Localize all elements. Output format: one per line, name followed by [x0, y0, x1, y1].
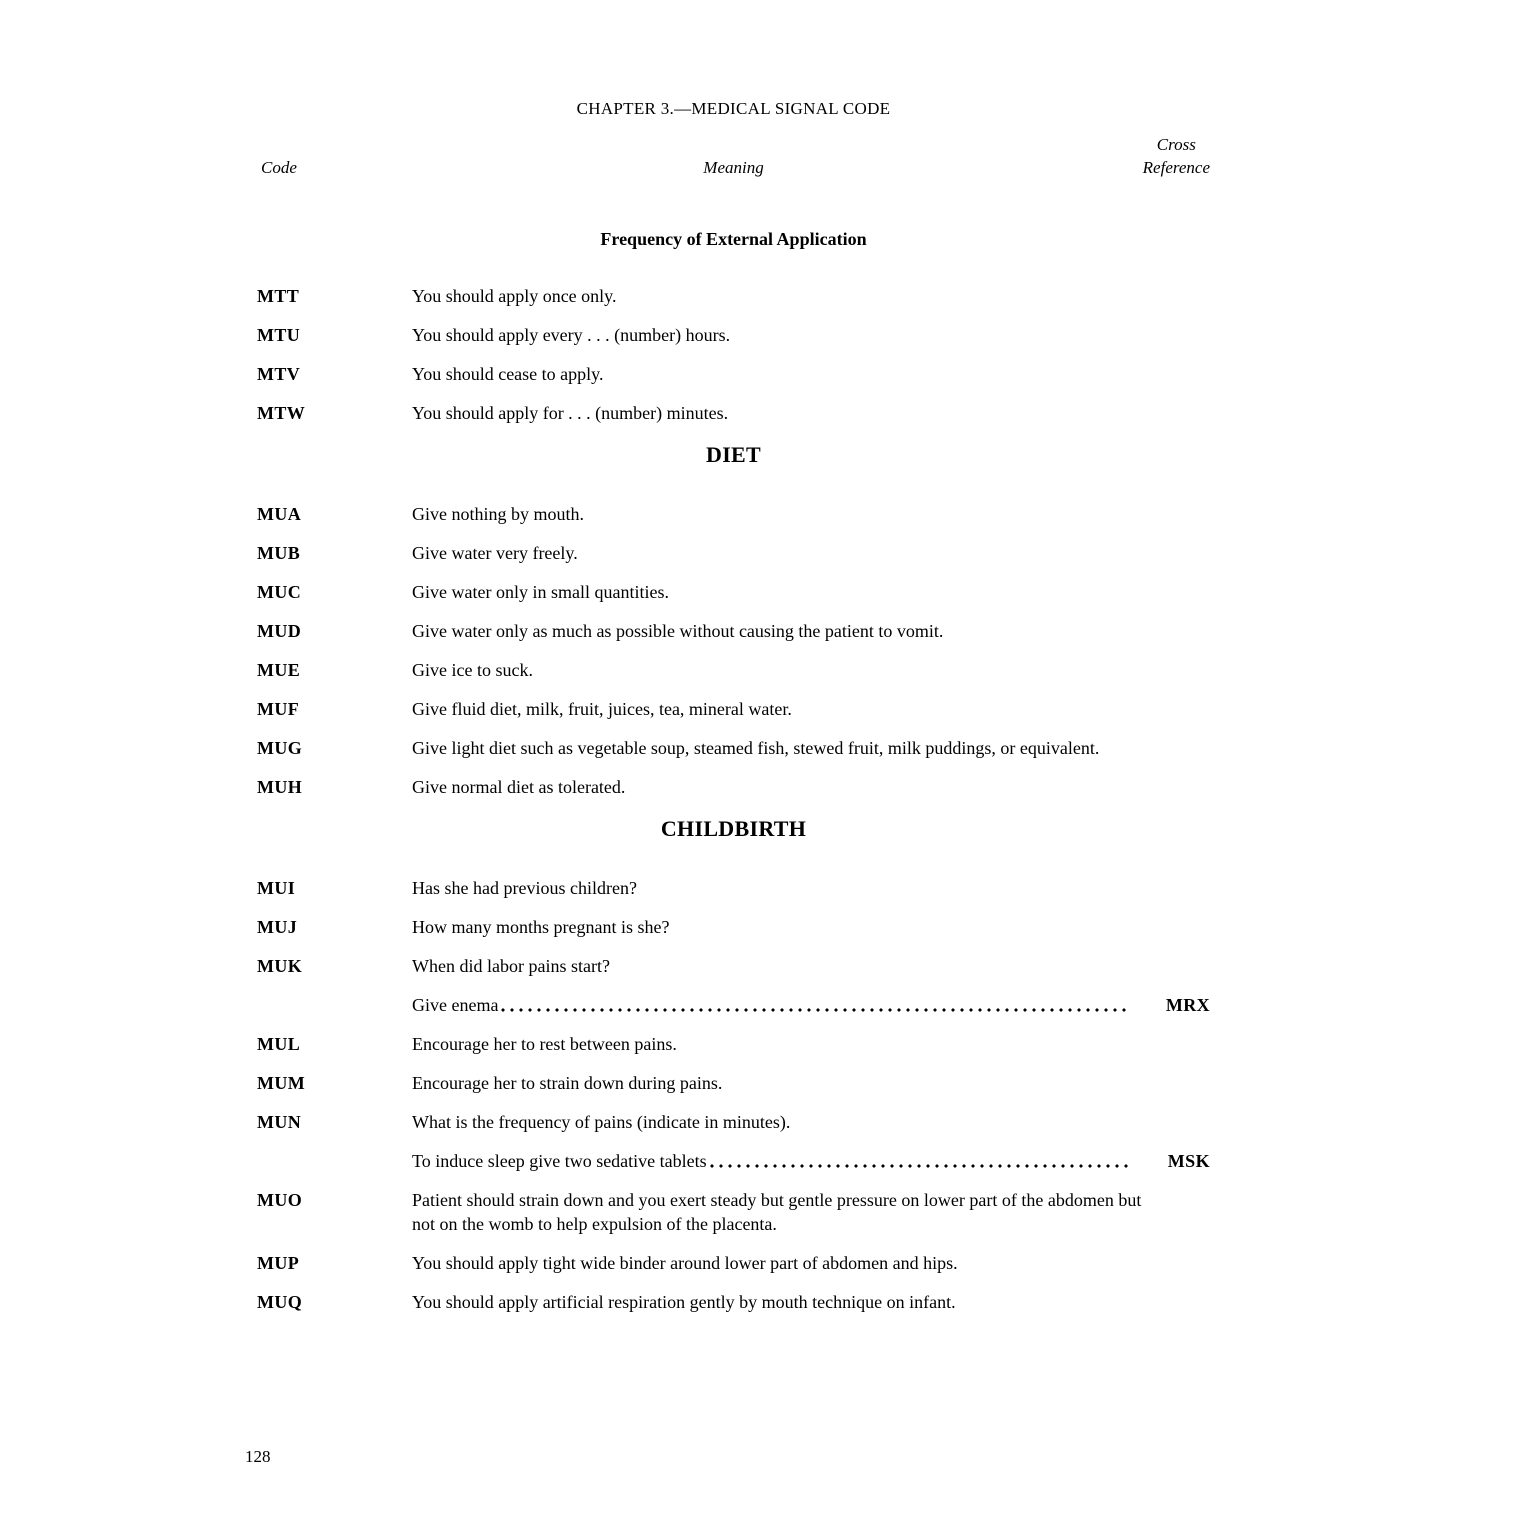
column-header-cross-line1: Cross	[1156, 135, 1196, 154]
code-cell: MUF	[257, 699, 300, 719]
meaning-cell: Give water very freely.	[412, 543, 578, 563]
code-cell: MUI	[257, 878, 296, 898]
code-row	[257, 1251, 1210, 1275]
code-cell: MUB	[257, 543, 301, 563]
code-cell: MTU	[257, 325, 301, 345]
meaning-cell: Give water only in small quantities.	[412, 582, 669, 602]
meaning-wrap	[412, 1290, 1210, 1314]
code-row	[257, 876, 1210, 900]
meaning-cell: Give nothing by mouth.	[412, 504, 584, 524]
meaning-cell: To induce sleep give two sedative tablets	[412, 1151, 707, 1171]
page-number: 128	[245, 1447, 271, 1466]
page-content	[257, 0, 1210, 1329]
cross-ref-cell: MRX	[1165, 995, 1210, 1015]
column-header-cross-reference	[1143, 133, 1210, 179]
code-row	[257, 1032, 1210, 1056]
meaning-cell: Has she had previous children?	[412, 878, 637, 898]
code-cell: MUK	[257, 956, 303, 976]
column-headers	[257, 133, 1210, 179]
code-row	[257, 502, 1210, 526]
code-row	[257, 1110, 1210, 1134]
meaning-wrap	[412, 954, 1210, 978]
meaning-cell: You should apply tight wide binder around lower part of abdomen and hips.	[412, 1253, 958, 1273]
meaning-wrap	[412, 658, 1210, 682]
section-rows	[257, 284, 1210, 425]
meaning-cell: You should apply once only.	[412, 286, 617, 306]
code-cell: MUC	[257, 582, 302, 602]
code-row	[257, 401, 1210, 425]
meaning-wrap	[412, 736, 1210, 760]
code-cell: MUM	[257, 1073, 306, 1093]
meaning-wrap	[412, 876, 1210, 900]
code-cell: MUG	[257, 738, 303, 758]
code-cell: MUL	[257, 1034, 301, 1054]
meaning-wrap	[412, 775, 1210, 799]
code-cell: MUQ	[257, 1292, 303, 1312]
meaning-cell: How many months pregnant is she?	[412, 917, 670, 937]
meaning-wrap	[412, 619, 1210, 643]
code-cell: MTW	[257, 403, 306, 423]
meaning-wrap	[412, 1110, 1210, 1134]
meaning-cell: Patient should strain down and you exert steady but gentle pressure on lower part of the abdomen but not on the womb to help expulsion of the placenta.	[412, 1190, 1142, 1234]
code-row	[257, 697, 1210, 721]
code-row	[257, 775, 1210, 799]
meaning-cell: Encourage her to strain down during pains.	[412, 1073, 723, 1093]
code-row	[257, 915, 1210, 939]
code-cell: MUD	[257, 621, 302, 641]
meaning-cell: Encourage her to rest between pains.	[412, 1034, 677, 1054]
meaning-cell: You should cease to apply.	[412, 364, 604, 384]
code-row	[257, 362, 1210, 386]
meaning-wrap	[412, 1071, 1210, 1095]
leader-dots	[499, 993, 1130, 1017]
code-sections	[257, 227, 1210, 1314]
meaning-cell: You should apply for . . . (number) minutes.	[412, 403, 729, 423]
meaning-cell: What is the frequency of pains (indicate in minutes).	[412, 1112, 791, 1132]
code-cell: MUO	[257, 1190, 303, 1210]
meaning-cell: You should apply every . . . (number) hours.	[412, 325, 731, 345]
code-row	[257, 1071, 1210, 1095]
code-row	[257, 1149, 1210, 1173]
meaning-wrap	[412, 580, 1210, 604]
meaning-wrap	[412, 1188, 1210, 1236]
section-heading: Frequency of External Application	[600, 229, 867, 249]
code-row	[257, 954, 1210, 978]
section-heading: CHILDBIRTH	[660, 816, 807, 841]
meaning-wrap	[412, 541, 1210, 565]
code-cell: MUN	[257, 1112, 302, 1132]
meaning-wrap	[412, 1149, 1130, 1173]
meaning-wrap	[412, 1251, 1210, 1275]
code-row	[257, 658, 1210, 682]
meaning-wrap	[412, 323, 1210, 347]
code-cell: MTT	[257, 286, 300, 306]
meaning-wrap	[412, 993, 1130, 1017]
meaning-cell: Give light diet such as vegetable soup, steamed fish, stewed fruit, milk puddings, or equivalent.	[412, 738, 1100, 758]
meaning-cell: Give fluid diet, milk, fruit, juices, tea, mineral water.	[412, 699, 792, 719]
meaning-cell: Give normal diet as tolerated.	[412, 777, 626, 797]
column-header-code: Code	[261, 158, 297, 177]
code-cell: MUP	[257, 1253, 300, 1273]
code-cell: MUE	[257, 660, 301, 680]
code-row	[257, 1188, 1210, 1236]
code-row	[257, 993, 1210, 1017]
code-row	[257, 736, 1210, 760]
meaning-wrap	[412, 915, 1210, 939]
meaning-cell: Give water only as much as possible without causing the patient to vomit.	[412, 621, 944, 641]
cross-ref-cell: MSK	[1167, 1151, 1210, 1171]
column-header-cross-line2: Reference	[1142, 158, 1210, 177]
meaning-wrap	[412, 502, 1210, 526]
code-row	[257, 541, 1210, 565]
leader-dots	[708, 1149, 1130, 1173]
meaning-wrap	[412, 401, 1210, 425]
code-cell: MUH	[257, 777, 303, 797]
code-row	[257, 619, 1210, 643]
meaning-wrap	[412, 697, 1210, 721]
code-row	[257, 1290, 1210, 1314]
code-row	[257, 580, 1210, 604]
meaning-cell: When did labor pains start?	[412, 956, 610, 976]
meaning-wrap	[412, 362, 1210, 386]
meaning-cell: Give enema	[412, 995, 499, 1015]
code-row	[257, 323, 1210, 347]
code-cell: MTV	[257, 364, 301, 384]
code-cell: MUJ	[257, 917, 298, 937]
column-header-meaning: Meaning	[703, 158, 764, 177]
code-cell: MUA	[257, 504, 302, 524]
section-rows	[257, 502, 1210, 799]
section-rows	[257, 876, 1210, 1314]
meaning-wrap	[412, 1032, 1210, 1056]
meaning-wrap	[412, 284, 1210, 308]
code-row	[257, 284, 1210, 308]
meaning-cell: Give ice to suck.	[412, 660, 533, 680]
section-heading: DIET	[706, 442, 761, 467]
chapter-title: CHAPTER 3.—MEDICAL SIGNAL CODE	[576, 99, 891, 118]
meaning-cell: You should apply artificial respiration gently by mouth technique on infant.	[412, 1292, 956, 1312]
